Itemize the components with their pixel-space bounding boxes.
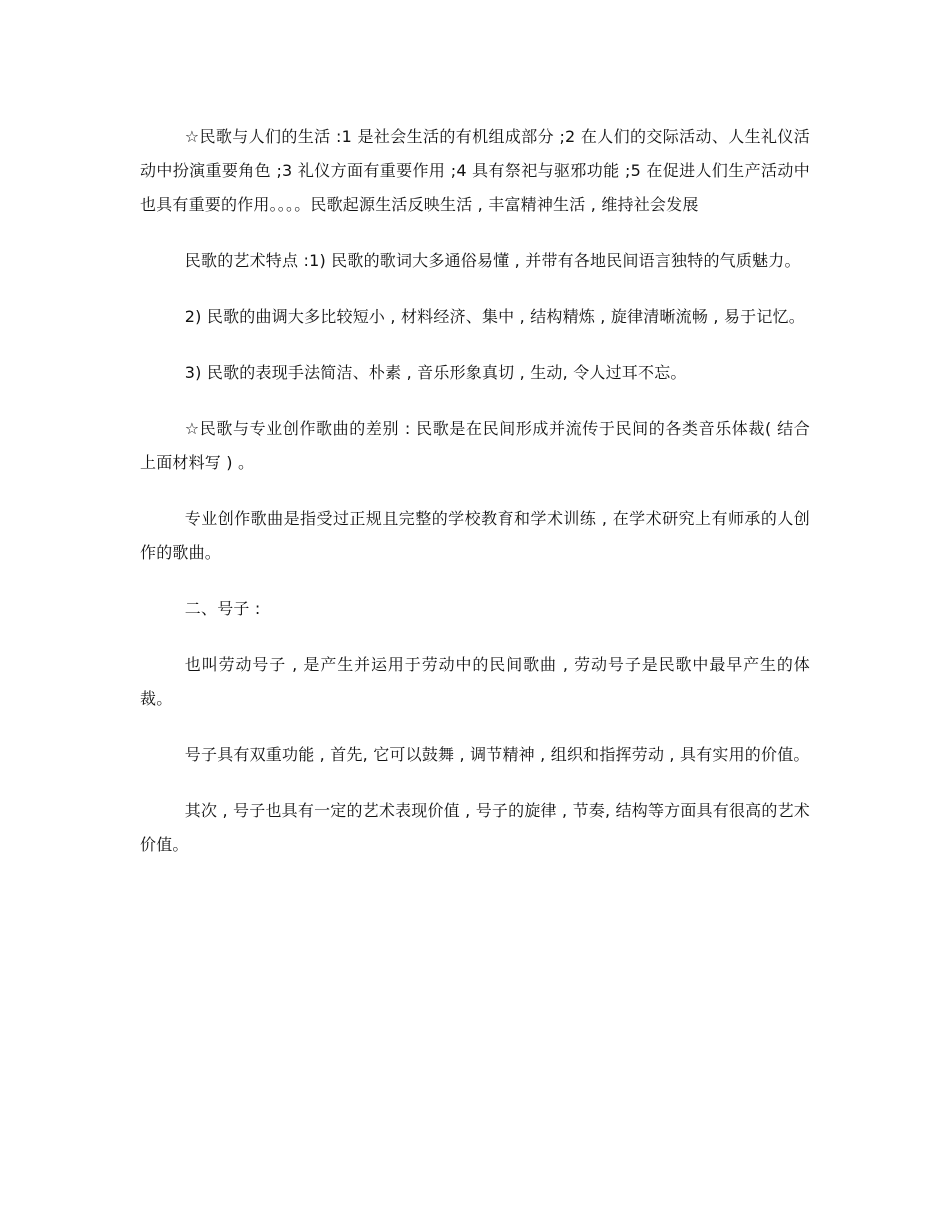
- paragraph-feature-2: 2) 民歌的曲调大多比较短小 , 材料经济、集中 , 结构精炼 , 旋律清晰流畅 , 易于记忆。: [184, 307, 805, 326]
- paragraph-haozi-artistic-value: 其次 , 号子也具有一定的艺术表现价值 , 号子的旋律 , 节奏, 结构等方面具有很高的艺术价值。: [140, 801, 810, 854]
- paragraph-folk-song-and-life: ☆民歌与人们的生活 :1 是社会生活的有机组成部分 ;2 在人们的交际活动、人生礼仪活动中扮演重要角色 ;3 礼仪方面有重要作用 ;4 具有祭祀与驱邪功能 ;5 在促进人们生产活动中也具有重要的作用。。。。民歌起源生活反映生活 , 丰富精神生活 , 维持社会发展: [140, 127, 810, 214]
- paragraph-haozi-function: 号子具有双重功能 , 首先, 它可以鼓舞 , 调节精神 , 组织和指挥劳动 , 具有实用的价值。: [184, 745, 810, 764]
- paragraph-feature-3: 3) 民歌的表现手法简洁、朴素 , 音乐形象真切 , 生动, 令人过耳不忘。: [184, 363, 687, 382]
- paragraph-professional-songs: 专业创作歌曲是指受过正规且完整的学校教育和学术训练 , 在学术研究上有师承的人创作的歌曲。: [140, 509, 810, 562]
- paragraph-haozi-definition: 也叫劳动号子 , 是产生并运用于劳动中的民间歌曲 , 劳动号子是民歌中最早产生的体裁。: [140, 655, 810, 708]
- section-heading-haozi: 二、号子 :: [184, 599, 261, 618]
- paragraph-artistic-features: 民歌的艺术特点 :1) 民歌的歌词大多通俗易懂 , 并带有各地民间语言独特的气质魅力。: [184, 251, 801, 270]
- document-body: [140, 120, 810, 884]
- paragraph-difference: ☆民歌与专业创作歌曲的差别 : 民歌是在民间形成并流传于民间的各类音乐体裁( 结合上面材料写 ) 。: [140, 419, 810, 472]
